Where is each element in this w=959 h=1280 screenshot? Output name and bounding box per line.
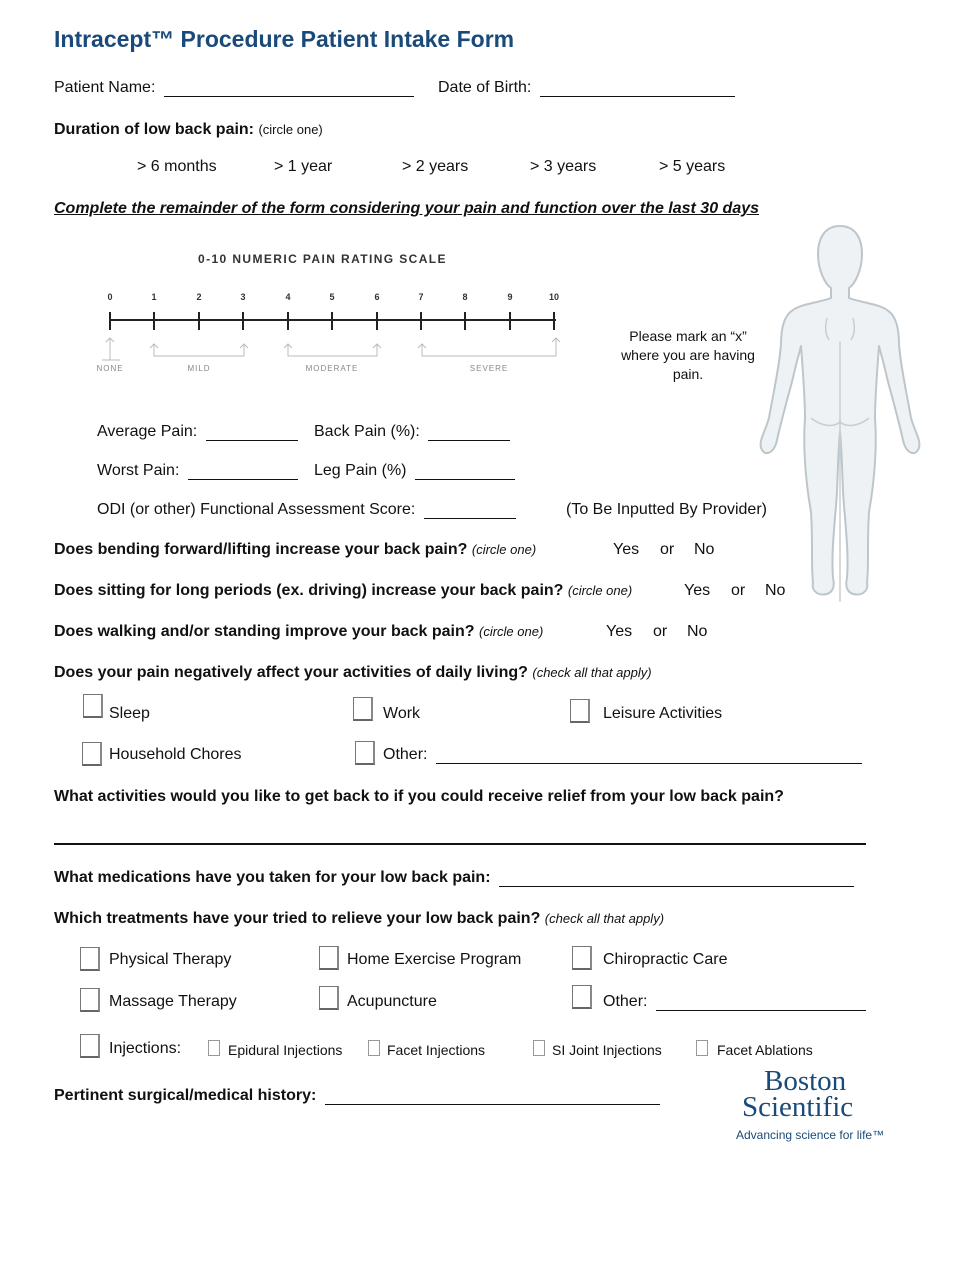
- injections-checkbox[interactable]: [80, 1034, 100, 1058]
- treatment-other-checkbox[interactable]: [572, 985, 592, 1009]
- treatment-other-field[interactable]: [656, 994, 866, 1011]
- facet-ablations-label: Facet Ablations: [717, 1042, 813, 1058]
- dob-label: Date of Birth:: [438, 79, 532, 96]
- average-pain-field[interactable]: [206, 424, 298, 441]
- patient-name-label: Patient Name:: [54, 79, 156, 96]
- odi-label: ODI (or other) Functional Assessment Score:: [97, 501, 416, 518]
- si-joint-checkbox[interactable]: [533, 1040, 545, 1056]
- history-field[interactable]: [325, 1088, 660, 1105]
- activities-question: What activities would you like to get back to if you could receive relief from your low back pain?: [54, 788, 784, 805]
- daily-other-checkbox[interactable]: [355, 741, 375, 765]
- instruction-text: Complete the remainder of the form considering your pain and function over the last 30 days: [54, 200, 760, 217]
- chiropractic-label: Chiropractic Care: [603, 951, 728, 968]
- question-bending: [54, 541, 536, 559]
- medications-label: What medications have you taken for your low back pain:: [54, 869, 491, 886]
- bending-or: or: [660, 541, 675, 558]
- odi-field[interactable]: [424, 502, 516, 519]
- home-exercise-checkbox[interactable]: [319, 946, 339, 970]
- leisure-label: Leisure Activities: [603, 705, 723, 722]
- page-title: Intracept™ Procedure Patient Intake Form: [54, 26, 515, 52]
- pain-scale-number: 7: [418, 292, 424, 302]
- pain-scale-number: 3: [240, 292, 246, 302]
- leg-pain-row: [314, 462, 515, 480]
- question-hint: (circle one): [471, 542, 537, 557]
- daily-other-field[interactable]: [436, 747, 862, 764]
- sleep-checkbox[interactable]: [83, 694, 103, 718]
- pain-scale-number: 9: [507, 292, 513, 302]
- boston-scientific-logo: [742, 1065, 854, 1123]
- duration-label: Duration of low back pain:: [54, 121, 255, 138]
- history-row: [54, 1087, 660, 1105]
- body-diagram-note: Please mark an “x” where you are having pain.: [621, 328, 755, 382]
- epidural-checkbox[interactable]: [208, 1040, 220, 1056]
- duration-option[interactable]: > 5 years: [659, 158, 726, 175]
- duration-option[interactable]: > 2 years: [402, 158, 469, 175]
- logo-line1: Boston: [764, 1065, 847, 1097]
- household-chores-checkbox[interactable]: [82, 742, 102, 766]
- pain-scale-number: 8: [462, 292, 468, 302]
- sitting-or: or: [731, 582, 746, 599]
- question-hint: (circle one): [478, 624, 544, 639]
- logo-line2: Scientific: [742, 1091, 854, 1123]
- worst-pain-row: [97, 462, 298, 480]
- si-joint-label: SI Joint Injections: [552, 1042, 662, 1058]
- medications-field[interactable]: [499, 870, 854, 887]
- treatment-other-row: [603, 993, 866, 1011]
- pain-category-mild: MILD: [187, 364, 211, 373]
- duration-option[interactable]: > 6 months: [137, 158, 217, 175]
- household-chores-label: Household Chores: [109, 746, 242, 763]
- walking-or: or: [653, 623, 668, 640]
- walking-no[interactable]: No: [687, 623, 708, 640]
- home-exercise-label: Home Exercise Program: [347, 951, 522, 968]
- leg-pain-field[interactable]: [415, 463, 515, 480]
- acupuncture-label: Acupuncture: [347, 993, 437, 1010]
- pain-scale-number: 1: [151, 292, 157, 302]
- leg-pain-label: Leg Pain (%): [314, 462, 407, 479]
- treatment-other-label: Other:: [603, 993, 648, 1010]
- question-text: Does your pain negatively affect your activities of daily living?: [54, 664, 528, 681]
- pain-category-severe: SEVERE: [469, 364, 509, 373]
- sitting-no[interactable]: No: [765, 582, 786, 599]
- body-diagram-icon[interactable]: [755, 222, 925, 607]
- question-text: Which treatments have your tried to relieve your low back pain?: [54, 910, 541, 927]
- pain-scale-number: 6: [374, 292, 380, 302]
- question-walking: [54, 623, 543, 641]
- physical-therapy-checkbox[interactable]: [80, 947, 100, 971]
- duration-option[interactable]: > 1 year: [274, 158, 333, 175]
- question-hint: (check all that apply): [532, 665, 652, 680]
- work-checkbox[interactable]: [353, 697, 373, 721]
- question-sitting: [54, 582, 632, 600]
- activities-field[interactable]: [54, 843, 866, 845]
- massage-therapy-label: Massage Therapy: [109, 993, 237, 1010]
- back-pain-field[interactable]: [428, 424, 510, 441]
- pain-scale-number: 2: [196, 292, 202, 302]
- work-label: Work: [383, 705, 421, 722]
- duration-hint: (circle one): [258, 122, 323, 137]
- back-pain-label: Back Pain (%):: [314, 423, 420, 440]
- worst-pain-field[interactable]: [188, 463, 298, 480]
- question-text: Does bending forward/lifting increase your back pain?: [54, 541, 468, 558]
- pain-category-moderate: MODERATE: [305, 364, 359, 373]
- history-label: Pertinent surgical/medical history:: [54, 1087, 317, 1104]
- pain-scale-title: 0-10 NUMERIC PAIN RATING SCALE: [198, 252, 447, 266]
- logo-tagline: Advancing science for life™: [736, 1128, 885, 1142]
- bending-no[interactable]: No: [694, 541, 715, 558]
- pain-category-none: NONE: [96, 364, 124, 373]
- question-hint: (check all that apply): [544, 911, 665, 926]
- walking-yes[interactable]: Yes: [606, 623, 633, 640]
- patient-name-field[interactable]: [164, 80, 414, 97]
- chiropractic-checkbox[interactable]: [572, 946, 592, 970]
- acupuncture-checkbox[interactable]: [319, 986, 339, 1010]
- odi-row: [97, 501, 516, 519]
- daily-living-question: [54, 664, 652, 682]
- sitting-yes[interactable]: Yes: [684, 582, 711, 599]
- question-hint: (circle one): [567, 583, 633, 598]
- pain-scale-number: 5: [329, 292, 335, 302]
- pain-scale-line: [100, 300, 570, 370]
- pain-scale-number: 10: [548, 292, 560, 302]
- facet-injections-checkbox[interactable]: [368, 1040, 380, 1056]
- question-text: Does sitting for long periods (ex. driving) increase your back pain?: [54, 582, 564, 599]
- patient-name-row: [54, 79, 414, 97]
- leisure-checkbox[interactable]: [570, 699, 590, 723]
- physical-therapy-label: Physical Therapy: [109, 951, 232, 968]
- epidural-label: Epidural Injections: [228, 1042, 343, 1058]
- pain-scale-number: 0: [107, 292, 113, 302]
- back-pain-row: [314, 423, 510, 441]
- bending-yes[interactable]: Yes: [613, 541, 640, 558]
- facet-injections-label: Facet Injections: [387, 1042, 486, 1058]
- odi-note: (To Be Inputted By Provider): [566, 501, 767, 518]
- injections-label: Injections:: [109, 1040, 182, 1057]
- average-pain-row: [97, 423, 298, 441]
- massage-therapy-checkbox[interactable]: [80, 988, 100, 1012]
- sleep-label: Sleep: [109, 705, 150, 722]
- facet-ablations-checkbox[interactable]: [696, 1040, 708, 1056]
- average-pain-label: Average Pain:: [97, 423, 198, 440]
- question-text: Does walking and/or standing improve your back pain?: [54, 623, 475, 640]
- medications-row: [54, 869, 854, 887]
- pain-scale-number: 4: [285, 292, 291, 302]
- worst-pain-label: Worst Pain:: [97, 462, 180, 479]
- dob-field[interactable]: [540, 80, 735, 97]
- treatments-question: [54, 910, 664, 928]
- duration-question: [54, 121, 323, 139]
- daily-other-row: [383, 746, 862, 764]
- duration-option[interactable]: > 3 years: [530, 158, 597, 175]
- dob-row: [438, 79, 735, 97]
- daily-other-label: Other:: [383, 746, 428, 763]
